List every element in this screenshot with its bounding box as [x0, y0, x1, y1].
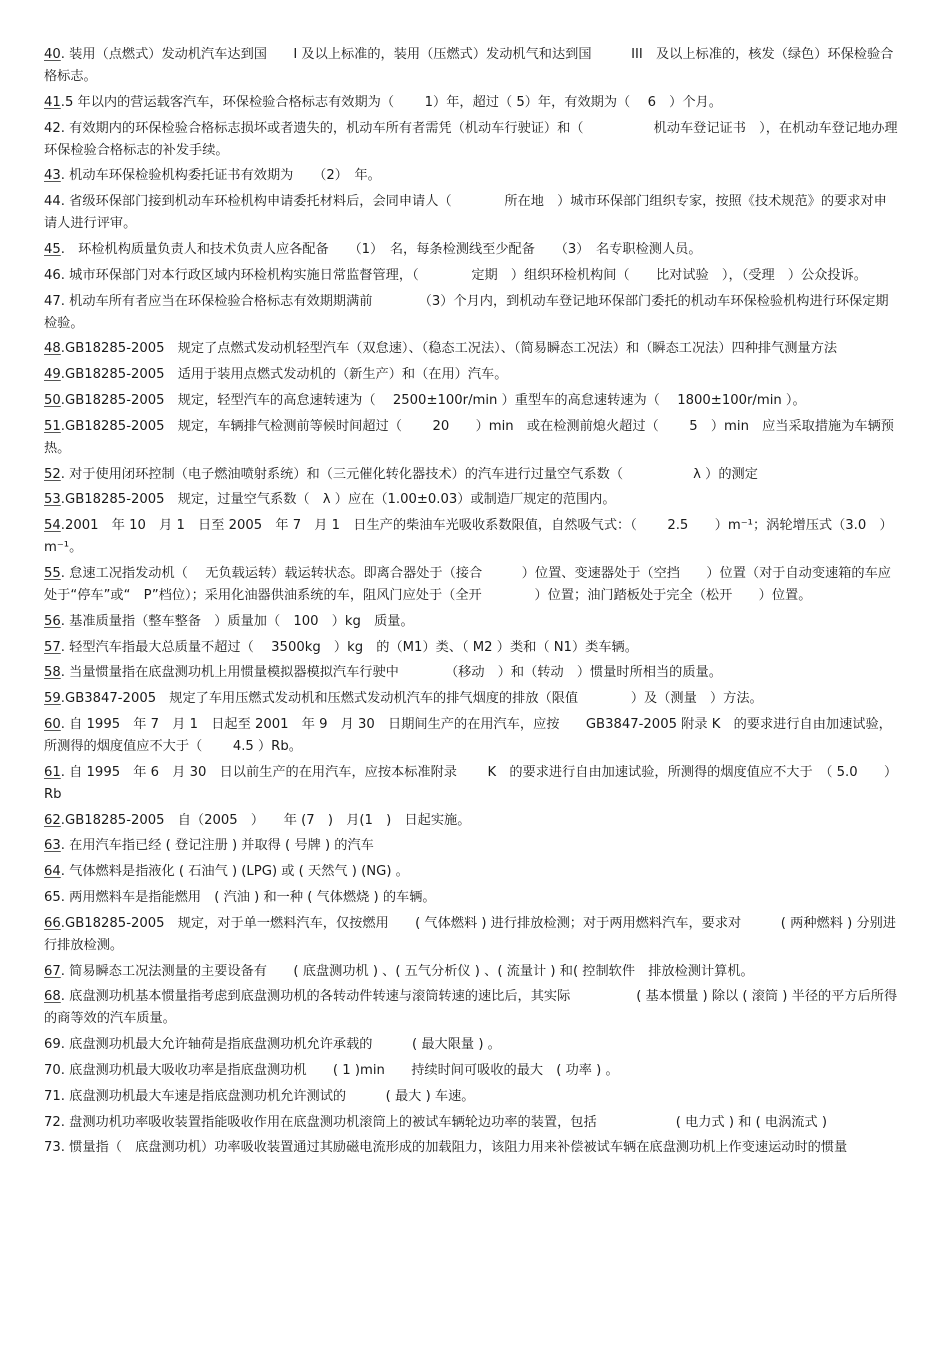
question-item: [44, 92, 898, 114]
question-number: 46: [44, 267, 61, 283]
question-number: 59: [44, 691, 61, 707]
question-text: . 简易瞬态工况法测量的主要设备有 ( 底盘测功机 ) 、( 五气分析仪 ) 、( 流量计 ) 和( 控制软件 排放检测计算机。: [60, 963, 754, 979]
question-item: [44, 961, 898, 983]
question-item: [44, 390, 898, 412]
question-text: . 城市环保部门对本行政区域内环检机构实施日常监督管理，（ 定期 ）组织环检机构间（ 比对试验 ），（受理 ）公众投诉。: [60, 267, 867, 283]
question-item: [44, 714, 898, 758]
question-text: . 盘测功机功率吸收装置指能吸收作用在底盘测功机滚筒上的被试车辆轮边功率的装置，包括 ( 电力式 ) 和 ( 电涡流式 ): [60, 1114, 828, 1130]
question-text: . 机动车环保检验机构委托证书有效期为 （2） 年。: [60, 168, 381, 184]
question-item: [44, 810, 898, 832]
question-item: [44, 291, 898, 335]
question-item: [44, 464, 898, 486]
question-item: [44, 1137, 898, 1159]
question-text: . 机动车所有者应当在环保检验合格标志有效期期满前 （3）个月内，到机动车登记地环保部门委托的机动车环保检验机构进行环保定期检验。: [44, 293, 889, 331]
question-number: 57: [44, 639, 61, 655]
question-number: 61: [44, 764, 61, 780]
question-text: . 基准质量指（整车整备 ）质量加（ 100 ）kg 质量。: [60, 613, 414, 629]
question-number: 48: [44, 341, 61, 357]
question-text: . 底盘测功机最大吸收功率是指底盘测功机 ( 1 )min 持续时间可吸收的最大 ( 功率 ) 。: [60, 1062, 619, 1078]
question-item: [44, 1034, 898, 1056]
question-item: [44, 239, 898, 261]
question-number: 73: [44, 1140, 61, 1156]
question-text: . 气体燃料是指液化 ( 石油气 ) (LPG) 或 ( 天然气 ) (NG) 。: [60, 864, 409, 880]
question-text: .GB18285-2005 规定，轻型汽车的高怠速转速为（ 2500±100r/min ）重型车的高怠速转速为（ 1800±100r/min ）。: [60, 392, 806, 408]
question-text: . 底盘测功机基本惯量指考虑到底盘测功机的各转动件转速与滚筒转速的速比后，其实际 ( 基本惯量 ) 除以 ( 滚筒 ) 半径的平方后所得的商等效的汽车质量。: [44, 989, 898, 1027]
question-number: 68: [44, 989, 61, 1005]
question-number: 40: [44, 47, 61, 62]
question-item: [44, 835, 898, 857]
question-number: 52: [44, 466, 61, 482]
question-text: .GB18285-2005 规定，过量空气系数（ λ ）应在（1.00±0.03）或制造厂规定的范围内。: [60, 492, 616, 508]
question-item: [44, 637, 898, 659]
question-number: 50: [44, 392, 61, 408]
question-text: .GB18285-2005 自（2005 ） 年 (7 ) 月(1 ) 日起实施。: [60, 812, 471, 828]
question-item: [44, 861, 898, 883]
question-number: 45: [44, 241, 61, 257]
question-text: . 底盘测功机最大允许轴荷是指底盘测功机允许承载的 ( 最大限量 ) 。: [60, 1037, 501, 1053]
question-number: 44: [44, 194, 61, 210]
question-number: 71: [44, 1088, 61, 1104]
question-item: [44, 191, 898, 235]
question-item: [44, 416, 898, 460]
question-item: [44, 165, 898, 187]
question-text: .GB18285-2005 规定，对于单一燃料汽车，仅按燃用 ( 气体燃料 ) 进行排放检测；对于两用燃料汽车，要求对 ( 两种燃料 ) 分别进行排放检测。: [44, 915, 896, 953]
question-number: 65: [44, 889, 61, 905]
question-text: . 在用汽车指已经 ( 登记注册 ) 并取得 ( 号牌 ) 的汽车: [60, 838, 374, 854]
question-number: 51: [44, 418, 61, 434]
question-number: 69: [44, 1037, 61, 1053]
question-item: [44, 662, 898, 684]
question-item: [44, 762, 898, 806]
question-text: .GB18285-2005 规定，车辆排气检测前等候时间超过（ 20 ）min 或在检测前熄火超过（ 5 ）min 应当采取措施为车辆预热。: [44, 418, 894, 456]
question-item: [44, 611, 898, 633]
question-item: [44, 118, 898, 162]
question-text: . 有效期内的环保检验合格标志损坏或者遗失的，机动车所有者需凭（机动车行驶证）和（ 机动车登记证书 ），在机动车登记地办理环保检验合格标志的补发手续。: [44, 120, 898, 158]
question-number: 72: [44, 1114, 61, 1130]
question-number: 42: [44, 120, 61, 136]
question-number: 56: [44, 613, 61, 629]
question-text: . 对于使用闭环控制（电子燃油喷射系统）和（三元催化转化器技术）的汽车进行过量空气系数（ λ ）的测定: [60, 466, 758, 482]
question-text: .GB3847-2005 规定了车用压燃式发动机和压燃式发动机汽车的排气烟度的排放（限值 ）及（测量 ）方法。: [60, 691, 763, 707]
question-item: [44, 364, 898, 386]
question-number: 66: [44, 915, 61, 931]
question-item: [44, 515, 898, 559]
question-number: 60: [44, 716, 61, 732]
question-item: [44, 563, 898, 607]
question-number: 43: [44, 168, 61, 184]
question-number: 70: [44, 1062, 61, 1078]
question-item: [44, 1112, 898, 1134]
question-item: [44, 986, 898, 1030]
question-text: . 当量惯量指在底盘测功机上用惯量模拟器模拟汽车行驶中 （移动 ）和（转动 ）惯量时所相当的质量。: [60, 665, 722, 681]
question-number: 53: [44, 492, 61, 508]
question-number: 55: [44, 565, 61, 581]
question-text: .2001 年 10 月 1 日至 2005 年 7 月 1 日生产的柴油车光吸收系数限值，自然吸气式：（ 2.5 ）m⁻¹；涡轮增压式（3.0 ）m⁻¹。: [44, 518, 893, 556]
question-item: [44, 913, 898, 957]
question-text: . 省级环保部门接到机动车环检机构申请委托材料后，会同申请人（ 所在地 ）城市环保部门组织专家，按照《技术规范》的要求对申请人进行评审。: [44, 194, 887, 232]
question-text: . 自 1995 年 6 月 30 日以前生产的在用汽车，应按本标准附录 K 的要求进行自由加速试验，所测得的烟度值应不大于 （ 5.0 ）Rb: [44, 764, 898, 802]
question-text: . 环检机构质量负责人和技术负责人应各配备 （1） 名，每条检测线至少配备 （3） 名专职检测人员。: [60, 241, 702, 257]
question-text: . 轻型汽车指最大总质量不超过（ 3500kg ）kg 的（M1）类、（ M2 ）类和（ N1）类车辆。: [60, 639, 638, 655]
question-item: [44, 265, 898, 287]
question-number: 64: [44, 864, 61, 880]
question-number: 67: [44, 963, 61, 979]
question-number: 62: [44, 812, 61, 828]
question-number: 47: [44, 293, 61, 309]
question-item: [44, 887, 898, 909]
question-text: . 自 1995 年 7 月 1 日起至 2001 年 9 月 30 日期间生产的在用汽车，应按 GB3847-2005 附录 K 的要求进行自由加速试验，所测得的烟度值应不大于（ 4.5 ）Rb。: [44, 716, 892, 754]
question-number: 63: [44, 838, 61, 854]
question-item: [44, 1060, 898, 1082]
question-number: 49: [44, 367, 61, 383]
question-text: . 装用（点燃式）发动机汽车达到国 I 及以上标准的，装用（压燃式）发动机气和达到国 III 及以上标准的，核发（绿色）环保检验合格标志。: [44, 47, 894, 84]
question-item: [44, 489, 898, 511]
question-item: [44, 44, 898, 88]
question-text: .GB18285-2005 规定了点燃式发动机轻型汽车（双怠速）、（稳态工况法）、（简易瞬态工况法）和（瞬态工况法）四种排气测量方法: [60, 341, 838, 357]
question-text: .GB18285-2005 适用于装用点燃式发动机的（新生产）和（在用）汽车。: [60, 367, 508, 383]
question-number: 41: [44, 94, 61, 110]
question-item: [44, 338, 898, 360]
question-text: . 两用燃料车是指能燃用 ( 汽油 ) 和一种 ( 气体燃烧 ) 的车辆。: [60, 889, 436, 905]
question-text: . 底盘测功机最大车速是指底盘测功机允许测试的 ( 最大 ) 车速。: [60, 1088, 475, 1104]
question-number: 58: [44, 665, 61, 681]
question-text: .5 年以内的营运载客汽车，环保检验合格标志有效期为（ 1）年，超过（ 5）年，有效期为（ 6 ）个月。: [60, 94, 722, 110]
question-item: [44, 688, 898, 710]
question-text: . 怠速工况指发动机（ 无负载运转）载运转状态。即离合器处于（接合 ）位置、变速器处于（空挡 ）位置（对于自动变速箱的车应处于“停车”或“ P”档位）；采用化油器供油系统的车，阻风门应处于（全开 ）位置；油门踏板处于完全（松开 ）位置。: [44, 565, 891, 603]
question-number: 54: [44, 518, 61, 534]
question-text: . 惯量指（ 底盘测功机）功率吸收装置通过其励磁电流形成的加载阻力，该阻力用来补偿被试车辆在底盘测功机上作变速运动时的惯量: [60, 1140, 848, 1156]
question-item: [44, 1086, 898, 1108]
